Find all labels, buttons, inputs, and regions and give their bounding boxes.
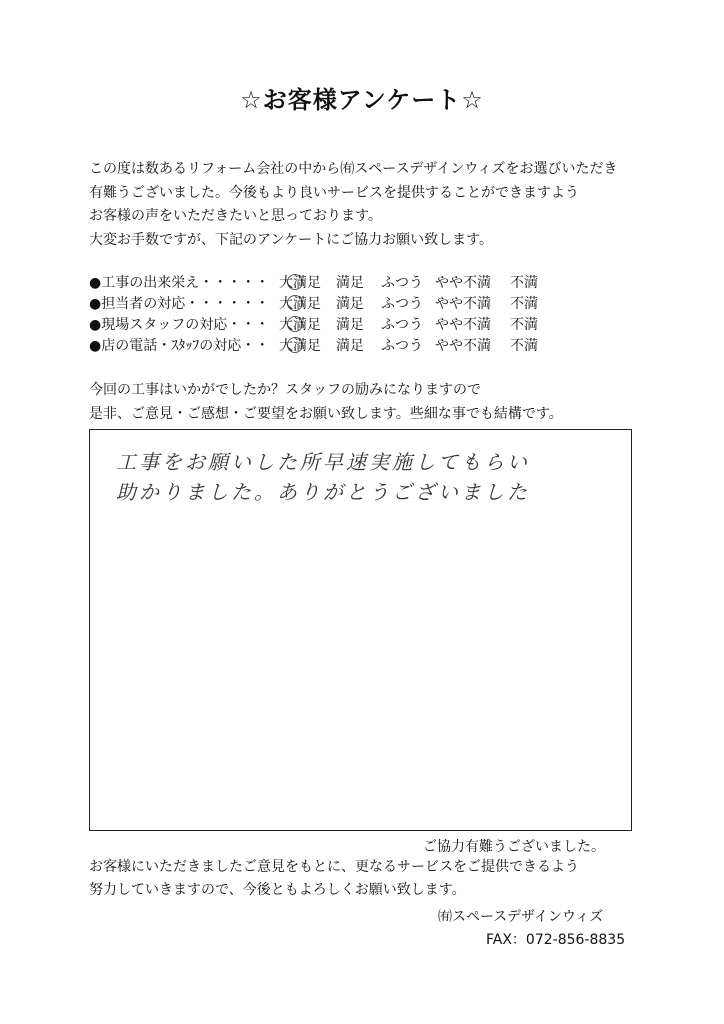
option-very-satisfied[interactable]: 大満足 (279, 296, 321, 312)
survey-item-label: ●現場スタッフの対応・・・ (89, 317, 270, 333)
option-dissatisfied[interactable]: 不満 (510, 275, 538, 291)
option-somewhat-dissatisfied[interactable]: やや不満 (435, 338, 491, 354)
option-very-satisfied[interactable]: 大満足 (279, 338, 321, 354)
option-satisfied[interactable]: 満足 (336, 275, 364, 291)
intro-line: お客様の声をいただきたいと思っております。 (89, 208, 382, 224)
request-line: 是非、ご意見・ご感想・ご要望をお願い致します。些細な事でも結構です。 (89, 406, 563, 422)
intro-line: この度は数あるリフォーム会社の中から㈲スペースデザインウィズをお選びいただき (89, 161, 618, 177)
option-neutral[interactable]: ふつう (381, 317, 423, 333)
survey-item-label: ●工事の出来栄え・・・・・ (89, 275, 270, 291)
handwritten-comment-line: 工事をお願いした所早速実施してもらい (116, 450, 530, 474)
option-neutral[interactable]: ふつう (381, 338, 423, 354)
option-somewhat-dissatisfied[interactable]: やや不満 (435, 275, 491, 291)
option-neutral[interactable]: ふつう (381, 296, 423, 312)
option-very-satisfied[interactable]: 大満足 (279, 275, 321, 291)
survey-item-label: ●店の電話・ｽﾀｯﾌの対応・・ (89, 338, 270, 354)
intro-line: 大変お手数ですが、下記のアンケートにご協力お願い致します。 (89, 231, 494, 248)
option-satisfied[interactable]: 満足 (336, 317, 364, 333)
intro-line: 有難うございました。今後もより良いサービスを提供することができますよう (89, 184, 579, 201)
comment-box[interactable] (89, 429, 632, 831)
option-dissatisfied[interactable]: 不満 (510, 296, 538, 312)
closing-line: お客様にいただきましたご意見をもとに、更なるサービスをご提供できるよう (89, 859, 579, 875)
fax-number: FAX：072-856-8835 (486, 932, 626, 948)
option-dissatisfied[interactable]: 不満 (510, 338, 538, 354)
option-satisfied[interactable]: 満足 (336, 338, 364, 354)
comment-request (89, 378, 563, 426)
option-dissatisfied[interactable]: 不満 (510, 317, 538, 333)
intro-paragraph (89, 158, 618, 252)
option-somewhat-dissatisfied[interactable]: やや不満 (435, 317, 491, 333)
request-line: 今回の工事はいかがでしたか？スタッフの励みになりますので (89, 382, 481, 398)
survey-item-label: ●担当者の対応・・・・・・ (89, 296, 270, 312)
option-satisfied[interactable]: 満足 (336, 296, 364, 312)
handwritten-comment-line: 助かりました。ありがとうございました (116, 480, 530, 504)
closing-paragraph (89, 856, 579, 902)
thanks-text: ご協力有難うございました。 (423, 839, 605, 855)
option-somewhat-dissatisfied[interactable]: やや不満 (435, 296, 491, 312)
company-name: ㈲スペースデザインウィズ (438, 909, 604, 925)
option-very-satisfied[interactable]: 大満足 (279, 317, 321, 333)
closing-line: 努力していきますので、今後ともよろしくお願い致します。 (89, 882, 466, 898)
page-title: ☆お客様アンケート☆ (240, 86, 484, 114)
option-neutral[interactable]: ふつう (381, 275, 423, 291)
